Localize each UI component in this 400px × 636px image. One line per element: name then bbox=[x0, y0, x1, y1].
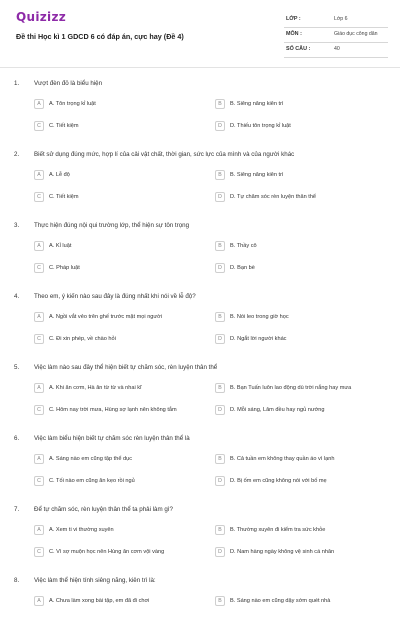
answer-option[interactable] bbox=[215, 241, 395, 253]
option-text: D. Bị ốm em cũng không nói với bố mẹ bbox=[230, 478, 327, 484]
question-number: 7. bbox=[14, 506, 20, 513]
answer-option[interactable] bbox=[34, 241, 214, 253]
answer-option[interactable] bbox=[34, 596, 214, 608]
question-text: Việc làm nào sau đây thể hiện biết tự chăm sóc, rèn luyện thân thể bbox=[34, 364, 218, 371]
option-letter-box[interactable]: B bbox=[215, 596, 225, 606]
option-letter-box[interactable]: A bbox=[34, 383, 44, 393]
meta-value: Lớp 6 bbox=[334, 16, 348, 22]
question-block bbox=[0, 139, 400, 210]
answer-option[interactable] bbox=[34, 121, 214, 133]
option-text: B. Thầy cô bbox=[230, 243, 257, 249]
meta-row-class bbox=[284, 13, 388, 28]
option-text: D. Thiếu tôn trọng kỉ luật bbox=[230, 123, 291, 129]
question-number: 8. bbox=[14, 577, 20, 584]
meta-value: Giáo dục công dân bbox=[334, 31, 378, 37]
option-letter-box[interactable]: A bbox=[34, 241, 44, 251]
answer-option[interactable] bbox=[215, 121, 395, 133]
option-text: D. Bạn bè bbox=[230, 265, 255, 271]
answer-option[interactable] bbox=[34, 454, 214, 466]
meta-row-subject bbox=[284, 28, 388, 43]
option-text: A. Chưa làm xong bài tập, em đã đi chơi bbox=[49, 598, 150, 604]
document-title: Đề thi Học kì 1 GDCD 6 có đáp án, cực hay (Đề 4) bbox=[16, 32, 184, 41]
answer-option[interactable] bbox=[215, 263, 395, 275]
option-text: B. Siêng năng kiên trì bbox=[230, 101, 284, 107]
question-number: 4. bbox=[14, 293, 20, 300]
answer-option[interactable] bbox=[34, 334, 214, 346]
question-block bbox=[0, 352, 400, 423]
option-letter-box[interactable]: C bbox=[34, 476, 44, 486]
question-text: Thực hiện đúng nội qui trường lớp, thể hiện sự tôn trọng bbox=[34, 222, 190, 229]
option-letter-box[interactable]: C bbox=[34, 547, 44, 557]
answer-option[interactable] bbox=[215, 99, 395, 111]
option-text: B. Thường xuyên đi kiểm tra sức khỏe bbox=[230, 527, 326, 533]
question-text: Biết sử dụng đúng mức, hợp lí của cải vật chất, thời gian, sức lực của mình và của người khác bbox=[34, 151, 295, 158]
option-letter-box[interactable]: A bbox=[34, 170, 44, 180]
question-block bbox=[0, 494, 400, 565]
meta-label: SỐ CÂU : bbox=[286, 46, 311, 52]
answer-option[interactable] bbox=[215, 476, 395, 488]
option-text: B. Siêng năng kiên trì bbox=[230, 172, 284, 178]
answer-option[interactable] bbox=[34, 312, 214, 324]
option-text: C. Tối nào em cũng ăn kẹo rồi ngủ bbox=[49, 478, 135, 484]
option-text: B. Nói leo trong giờ học bbox=[230, 314, 289, 320]
question-text: Theo em, ý kiến nào sau đây là đúng nhất khi nói về lễ độ? bbox=[34, 293, 196, 300]
document-header bbox=[0, 0, 400, 68]
option-letter-box[interactable]: B bbox=[215, 383, 225, 393]
option-text: C. Tiết kiệm bbox=[49, 194, 79, 200]
answer-option[interactable] bbox=[215, 525, 395, 537]
question-block bbox=[0, 210, 400, 281]
option-letter-box[interactable]: C bbox=[34, 405, 44, 415]
option-text: C. Pháp luật bbox=[49, 265, 80, 271]
option-text: D. Nam hàng ngày không vệ sinh cá nhân bbox=[230, 549, 335, 555]
option-letter-box[interactable]: A bbox=[34, 596, 44, 606]
option-letter-box[interactable]: C bbox=[34, 334, 44, 344]
meta-panel bbox=[284, 13, 388, 58]
option-letter-box[interactable]: A bbox=[34, 454, 44, 464]
answer-option[interactable] bbox=[215, 454, 395, 466]
answer-option[interactable] bbox=[34, 405, 214, 417]
answer-option[interactable] bbox=[34, 99, 214, 111]
option-text: A. Lễ độ bbox=[49, 172, 70, 178]
answer-option[interactable] bbox=[215, 547, 395, 559]
meta-label: MÔN : bbox=[286, 31, 302, 37]
meta-label: LỚP : bbox=[286, 16, 301, 22]
option-text: A. Sáng nào em cũng tập thể dục bbox=[49, 456, 133, 462]
question-block bbox=[0, 68, 400, 139]
question-number: 5. bbox=[14, 364, 20, 371]
question-number: 2. bbox=[14, 151, 20, 158]
option-letter-box[interactable]: D bbox=[215, 405, 225, 415]
option-text: D. Mỗi sáng, Lâm đều hay ngủ nướng bbox=[230, 407, 325, 413]
quizizz-logo: Quizizz bbox=[16, 10, 67, 24]
question-number: 6. bbox=[14, 435, 20, 442]
option-text: C. Hôm nay trời mưa, Hùng sợ lạnh nên không tắm bbox=[49, 407, 177, 413]
answer-option[interactable] bbox=[215, 312, 395, 324]
option-letter-box[interactable]: D bbox=[215, 121, 225, 131]
answer-option[interactable] bbox=[34, 547, 214, 559]
answer-option[interactable] bbox=[34, 383, 214, 395]
option-text: A. Xem ti vi thường xuyên bbox=[49, 527, 114, 533]
option-text: A. Ngồi vắt vẻo trên ghế trước mặt mọi người bbox=[49, 314, 163, 320]
option-letter-box[interactable]: D bbox=[215, 192, 225, 202]
option-letter-box[interactable]: C bbox=[34, 263, 44, 273]
answer-option[interactable] bbox=[215, 596, 395, 608]
answer-option[interactable] bbox=[34, 476, 214, 488]
question-block bbox=[0, 281, 400, 352]
option-text: B. Cả tuần em không thay quần áo vì lạnh bbox=[230, 456, 335, 462]
option-letter-box[interactable]: D bbox=[215, 547, 225, 557]
question-number: 1. bbox=[14, 80, 20, 87]
question-text: Việc làm biểu hiện biết tự chăm sóc rèn luyện thân thể là bbox=[34, 435, 190, 442]
answer-option[interactable] bbox=[34, 263, 214, 275]
option-text: D. Ngắt lời người khác bbox=[230, 336, 287, 342]
question-number: 3. bbox=[14, 222, 20, 229]
option-text: D. Tự chăm sóc rèn luyện thân thể bbox=[230, 194, 317, 200]
meta-value: 40 bbox=[334, 46, 340, 52]
question-block bbox=[0, 423, 400, 494]
answer-option[interactable] bbox=[34, 525, 214, 537]
question-block bbox=[0, 565, 400, 636]
option-letter-box[interactable]: A bbox=[34, 312, 44, 322]
meta-row-question-count bbox=[284, 43, 388, 58]
option-letter-box[interactable]: B bbox=[215, 99, 225, 109]
option-letter-box[interactable]: A bbox=[34, 525, 44, 535]
answer-option[interactable] bbox=[215, 383, 395, 395]
option-text: A. Kỉ luật bbox=[49, 243, 72, 249]
answer-option[interactable] bbox=[34, 192, 214, 204]
option-text: B. Sáng nào em cũng dậy sớm quét nhà bbox=[230, 598, 331, 604]
option-letter-box[interactable]: C bbox=[34, 121, 44, 131]
option-letter-box[interactable]: A bbox=[34, 99, 44, 109]
answer-option[interactable] bbox=[34, 170, 214, 182]
question-text: Việc làm thể hiện tính siêng năng, kiên trì là: bbox=[34, 577, 156, 584]
option-letter-box[interactable]: B bbox=[215, 312, 225, 322]
option-letter-box[interactable]: D bbox=[215, 476, 225, 486]
answer-option[interactable] bbox=[215, 405, 395, 417]
answer-option[interactable] bbox=[215, 334, 395, 346]
option-letter-box[interactable]: C bbox=[34, 192, 44, 202]
question-text: Vượt đèn đỏ là biểu hiện bbox=[34, 80, 103, 87]
option-letter-box[interactable]: B bbox=[215, 170, 225, 180]
option-letter-box[interactable]: D bbox=[215, 334, 225, 344]
option-text: B. Bạn Tuấn luôn lao động dù trời nắng hay mưa bbox=[230, 385, 352, 391]
option-text: A. Khi ăn cơm, Hà ăn từ từ và nhai kĩ bbox=[49, 385, 142, 391]
option-letter-box[interactable]: B bbox=[215, 454, 225, 464]
answer-option[interactable] bbox=[215, 192, 395, 204]
question-text: Để tự chăm sóc, rèn luyện thân thể ta phải làm gì? bbox=[34, 506, 173, 513]
option-letter-box[interactable]: B bbox=[215, 525, 225, 535]
option-text: C. Vì sợ muộn học nên Hùng ăn cơm vội vàng bbox=[49, 549, 165, 555]
option-text: C. Tiết kiệm bbox=[49, 123, 79, 129]
option-text: C. Đi xin phép, về chào hỏi bbox=[49, 336, 116, 342]
question-list bbox=[0, 68, 400, 636]
answer-option[interactable] bbox=[215, 170, 395, 182]
option-letter-box[interactable]: B bbox=[215, 241, 225, 251]
option-letter-box[interactable]: D bbox=[215, 263, 225, 273]
option-text: A. Tôn trọng kỉ luật bbox=[49, 101, 96, 107]
